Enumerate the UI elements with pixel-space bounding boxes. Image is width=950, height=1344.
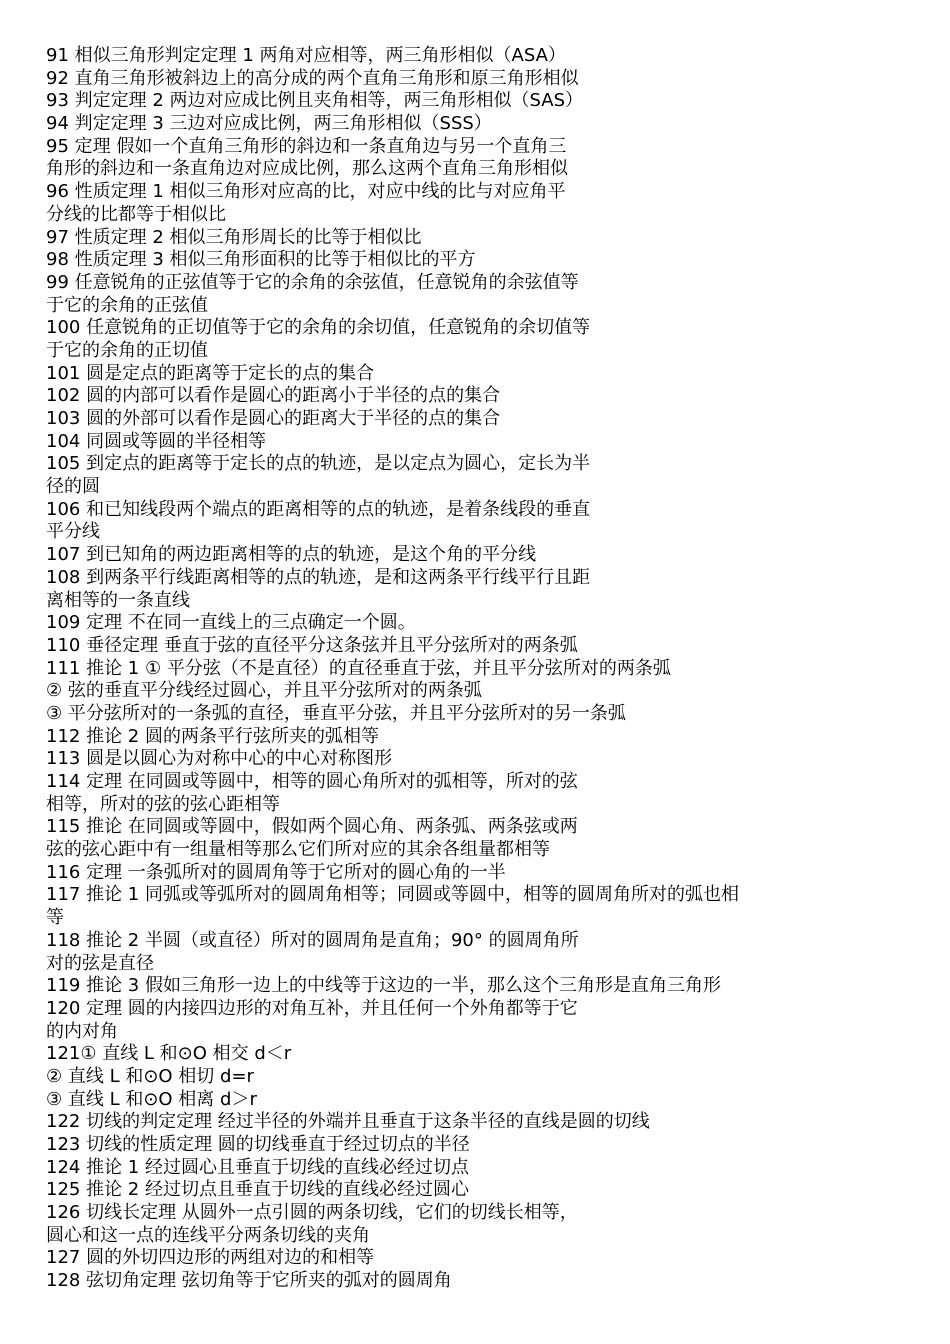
text-line: 115 推论 在同圆或等圆中，假如两个圆心角、两条弧、两条弦或两 bbox=[46, 816, 578, 838]
text-line: 103 圆的外部可以看作是圆心的距离大于半径的点的集合 bbox=[46, 408, 501, 429]
text-line: 126 切线长定理 从圆外一点引圆的两条切线，它们的切线长相等， bbox=[46, 1202, 578, 1224]
text-line: 105 到定点的距离等于定长的点的轨迹，是以定点为圆心，定长为半 bbox=[46, 453, 591, 475]
text-line: 112 推论 2 圆的两条平行弦所夹的弧相等 bbox=[46, 725, 379, 747]
text-line: 102 圆的内部可以看作是圆心的距离小于半径的点的集合 bbox=[46, 385, 501, 407]
text-line: 119 推论 3 假如三角形一边上的中线等于这边的一半，那么这个三角形是直角三角形 bbox=[46, 975, 721, 997]
text-line: 98 性质定理 3 相似三角形面积的比等于相似比的平方 bbox=[46, 249, 476, 271]
text-line: 118 推论 2 半圆（或直径）所对的圆周角是直角；90° 的圆周角所 bbox=[46, 929, 579, 951]
text-line: 128 弦切角定理 弦切角等于它所夹的弧对的圆周角 bbox=[46, 1270, 452, 1292]
text-line: 109 定理 不在同一直线上的三点确定一个圆。 bbox=[46, 612, 416, 634]
text-line: 106 和已知线段两个端点的距离相等的点的轨迹，是着条线段的垂直 bbox=[46, 498, 591, 520]
text-line: 97 性质定理 2 相似三角形周长的比等于相似比 bbox=[46, 226, 422, 248]
text-line: 角形的斜边和一条直角边对应成比例，那么这两个直角三角形相似 bbox=[46, 158, 568, 180]
text-line: 于它的余角的正弦值 bbox=[46, 294, 208, 316]
text-line: 123 切线的性质定理 圆的切线垂直于经过切点的半径 bbox=[46, 1134, 470, 1155]
text-line: 99 任意锐角的正弦值等于它的余角的余弦值，任意锐角的余弦值等 bbox=[46, 271, 579, 293]
text-line: 117 推论 1 同弧或等弧所对的圆周角相等；同圆或等圆中，相等的圆周角所对的弧也相 bbox=[46, 884, 739, 906]
text-line: 94 判定定理 3 三边对应成比例，两三角形相似（SSS） bbox=[46, 113, 492, 135]
text-line: 104 同圆或等圆的半径相等 bbox=[46, 430, 267, 452]
text-line: 弦的弦心距中有一组量相等那么它们所对应的其余各组量都相等 bbox=[46, 839, 550, 861]
text-line: 分线的比都等于相似比 bbox=[46, 203, 226, 225]
text-line: 124 推论 1 经过圆心且垂直于切线的直线必经过切点 bbox=[46, 1156, 469, 1178]
text-line: 92 直角三角形被斜边上的高分成的两个直角三角形和原三角形相似 bbox=[46, 67, 579, 89]
text-line: 96 性质定理 1 相似三角形对应高的比，对应中线的比与对应角平 bbox=[46, 181, 566, 203]
text-line: 95 定理 假如一个直角三角形的斜边和一条直角边与另一个直角三 bbox=[46, 135, 567, 157]
text-line: 125 推论 2 经过切点且垂直于切线的直线必经过圆心 bbox=[46, 1179, 469, 1201]
text-line: 107 到已知角的两边距离相等的点的轨迹，是这个角的平分线 bbox=[46, 544, 537, 566]
document-body bbox=[46, 45, 916, 1293]
text-line: 径的圆 bbox=[46, 476, 100, 498]
text-line: ③ 直线 L 和⊙O 相离 d＞r bbox=[46, 1088, 257, 1110]
text-line: 圆心和这一点的连线平分两条切线的夹角 bbox=[46, 1224, 370, 1246]
text-line: 113 圆是以圆心为对称中心的中心对称图形 bbox=[46, 748, 393, 770]
text-line: 120 定理 圆的内接四边形的对角互补，并且任何一个外角都等于它 bbox=[46, 997, 578, 1019]
text-line: 离相等的一条直线 bbox=[46, 589, 190, 611]
text-line: 111 推论 1 ① 平分弦（不是直径）的直径垂直于弦，并且平分弦所对的两条弧 bbox=[46, 657, 671, 679]
text-line: 平分线 bbox=[46, 521, 100, 543]
text-line: 91 相似三角形判定定理 1 两角对应相等，两三角形相似（ASA） bbox=[46, 45, 566, 66]
text-line: 相等，所对的弦的弦心距相等 bbox=[46, 793, 280, 815]
text-line: 对的弦是直径 bbox=[46, 952, 154, 974]
text-line: 于它的余角的正切值 bbox=[46, 339, 208, 361]
text-line: ② 直线 L 和⊙O 相切 d=r bbox=[46, 1065, 254, 1087]
text-line: 122 切线的判定定理 经过半径的外端并且垂直于这条半径的直线是圆的切线 bbox=[46, 1111, 650, 1133]
text-line: 121① 直线 L 和⊙O 相交 d＜r bbox=[46, 1043, 292, 1065]
text-line: 110 垂径定理 垂直于弦的直径平分这条弦并且平分弦所对的两条弧 bbox=[46, 634, 578, 656]
text-line: 127 圆的外切四边形的两组对边的和相等 bbox=[46, 1247, 375, 1269]
text-line: 114 定理 在同圆或等圆中，相等的圆心角所对的弧相等，所对的弦 bbox=[46, 771, 578, 792]
text-line: 116 定理 一条弧所对的圆周角等于它所对的圆心角的一半 bbox=[46, 861, 506, 883]
text-line: 108 到两条平行线距离相等的点的轨迹，是和这两条平行线平行且距 bbox=[46, 566, 591, 588]
text-line: 等 bbox=[46, 907, 64, 929]
text-line: 100 任意锐角的正切值等于它的余角的余切值，任意锐角的余切值等 bbox=[46, 317, 591, 339]
text-line: ② 弦的垂直平分线经过圆心，并且平分弦所对的两条弧 bbox=[46, 680, 482, 702]
text-line: 的内对角 bbox=[46, 1020, 118, 1042]
text-line: 93 判定定理 2 两边对应成比例且夹角相等，两三角形相似（SAS） bbox=[46, 90, 584, 112]
text-line: 101 圆是定点的距离等于定长的点的集合 bbox=[46, 362, 375, 384]
text-line: ③ 平分弦所对的一条弧的直径，垂直平分弦，并且平分弦所对的另一条弧 bbox=[46, 702, 626, 724]
